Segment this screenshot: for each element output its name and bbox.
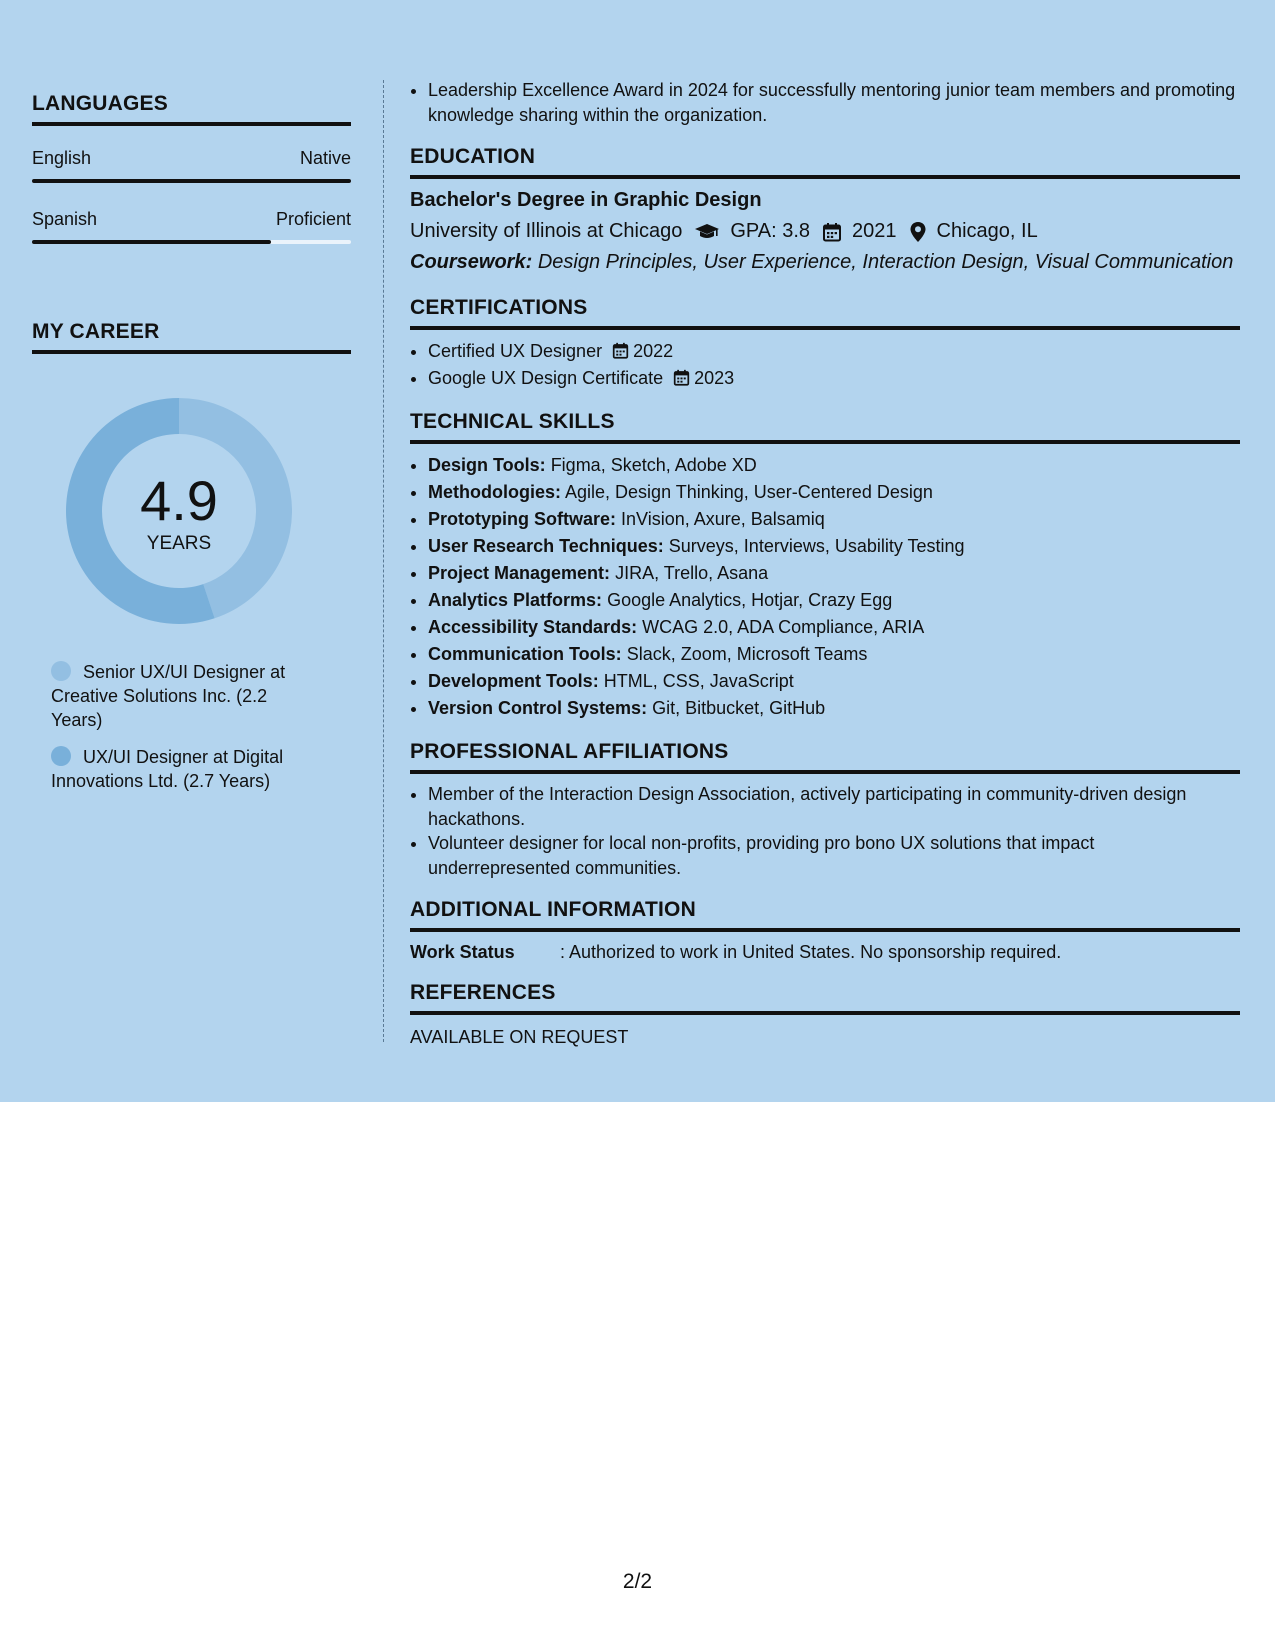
certifications-title: CERTIFICATIONS <box>410 296 1240 330</box>
education-section <box>410 145 1240 274</box>
work-status-row <box>410 942 1240 963</box>
career-legend <box>32 660 311 793</box>
certification-item <box>428 338 1240 365</box>
education-title: EDUCATION <box>410 145 1240 179</box>
legend-label: Senior UX/UI Designer at Creative Solutions Inc. (2.2 Years) <box>51 662 286 730</box>
references-section <box>410 981 1240 1048</box>
skills-title: TECHNICAL SKILLS <box>410 410 1240 444</box>
language-level: Proficient <box>275 209 351 229</box>
additional-info-title: ADDITIONAL INFORMATION <box>410 898 1240 932</box>
skill-value: Surveys, Interviews, Usability Testing <box>668 536 965 556</box>
page-number: 2/2 <box>622 1570 653 1593</box>
calendar-icon <box>673 369 690 386</box>
skill-label: Methodologies: <box>428 482 561 502</box>
legend-item <box>51 660 311 732</box>
award-item: • Leadership Excellence Award in 2024 for successfully mentoring junior team members and promoting knowledge sharing within the organization. <box>428 78 1240 127</box>
skill-label: Project Management: <box>428 563 611 583</box>
education-location: Chicago, IL <box>936 220 1038 242</box>
education-year: 2021 <box>852 220 897 242</box>
work-status-value: : Authorized to work in United States. No sponsorship required. <box>560 942 1062 962</box>
skill-item <box>428 695 1240 722</box>
coursework-value: Design Principles, User Experience, Interaction Design, Visual Communication <box>537 251 1234 273</box>
skill-value: JIRA, Trello, Asana <box>615 563 769 583</box>
donut-center <box>66 398 292 624</box>
education-school: University of Illinois at Chicago <box>410 220 683 242</box>
legend-dot <box>51 746 71 766</box>
education-degree: Bachelor's Degree in Graphic Design <box>410 189 762 211</box>
skills-section <box>410 410 1240 722</box>
legend-item <box>51 745 311 793</box>
skill-label: Design Tools: <box>428 455 546 475</box>
affiliations-section <box>410 740 1240 880</box>
skill-value: InVision, Axure, Balsamiq <box>621 509 825 529</box>
skill-item <box>428 479 1240 506</box>
certification-name: Certified UX Designer <box>428 341 603 361</box>
career-years-unit: YEARS <box>146 533 212 554</box>
right-column <box>410 78 1240 1048</box>
language-proficiency-bar <box>32 240 351 244</box>
skill-label: Communication Tools: <box>428 644 622 664</box>
skill-value: Figma, Sketch, Adobe XD <box>550 455 757 475</box>
language-proficiency-bar <box>32 179 351 183</box>
certification-year: 2023 <box>694 368 735 388</box>
additional-info-section <box>410 898 1240 963</box>
affiliation-item: • Member of the Interaction Design Association, actively participating in community-driven design hackathons. <box>428 782 1240 831</box>
certification-name: Google UX Design Certificate <box>428 368 664 388</box>
references-title: REFERENCES <box>410 981 1240 1015</box>
certification-year: 2022 <box>633 341 674 361</box>
career-total-years: 4.9 <box>140 469 218 532</box>
skill-item <box>428 641 1240 668</box>
skill-label: Prototyping Software: <box>428 509 616 529</box>
left-column <box>32 92 351 806</box>
skill-value: Google Analytics, Hotjar, Crazy Egg <box>607 590 893 610</box>
certifications-list <box>410 338 1240 392</box>
skill-item <box>428 533 1240 560</box>
skill-value: Git, Bitbucket, GitHub <box>652 698 826 718</box>
skill-item <box>428 587 1240 614</box>
language-name: Spanish <box>32 209 98 229</box>
location-pin-icon <box>909 221 927 243</box>
skill-label: Analytics Platforms: <box>428 590 603 610</box>
awards-list <box>410 78 1240 127</box>
language-proficiency-fill <box>32 179 351 183</box>
language-item <box>32 148 351 183</box>
skill-label: Accessibility Standards: <box>428 617 638 637</box>
skill-value: WCAG 2.0, ADA Compliance, ARIA <box>642 617 925 637</box>
legend-label: UX/UI Designer at Digital Innovations Ltd. (2.7 Years) <box>51 747 284 791</box>
column-divider <box>383 80 384 1042</box>
language-proficiency-fill <box>32 240 271 244</box>
skill-item <box>428 614 1240 641</box>
affiliations-title: PROFESSIONAL AFFILIATIONS <box>410 740 1240 774</box>
education-gpa: GPA: 3.8 <box>730 220 811 242</box>
skill-value: Agile, Design Thinking, User-Centered Design <box>565 482 933 502</box>
affiliation-item: • Volunteer designer for local non-profits, providing pro bono UX solutions that impact underrepresented communities. <box>428 831 1240 880</box>
education-coursework <box>410 251 1240 274</box>
skill-label: Version Control Systems: <box>428 698 648 718</box>
skill-label: User Research Techniques: <box>428 536 664 556</box>
skill-item <box>428 506 1240 533</box>
skills-list <box>410 452 1240 722</box>
language-item <box>32 209 351 244</box>
skill-item <box>428 452 1240 479</box>
legend-dot <box>51 661 71 681</box>
certifications-section <box>410 296 1240 392</box>
skill-label: Development Tools: <box>428 671 599 691</box>
calendar-icon <box>612 342 629 359</box>
skill-value: Slack, Zoom, Microsoft Teams <box>626 644 868 664</box>
language-name: English <box>32 148 92 168</box>
affiliations-list <box>410 782 1240 880</box>
skill-item <box>428 560 1240 587</box>
certification-item <box>428 365 1240 392</box>
skill-item <box>428 668 1240 695</box>
coursework-label: Coursework: <box>410 251 533 273</box>
career-donut-chart <box>66 398 292 624</box>
skill-value: HTML, CSS, JavaScript <box>603 671 794 691</box>
education-details <box>410 220 1240 243</box>
work-status-label: Work Status <box>410 942 515 962</box>
references-text: AVAILABLE ON REQUEST <box>410 1027 629 1047</box>
graduation-cap-icon <box>694 222 720 242</box>
languages-title: LANGUAGES <box>32 92 351 126</box>
language-level: Native <box>299 148 351 168</box>
calendar-icon <box>822 222 842 242</box>
career-title: MY CAREER <box>32 320 351 354</box>
